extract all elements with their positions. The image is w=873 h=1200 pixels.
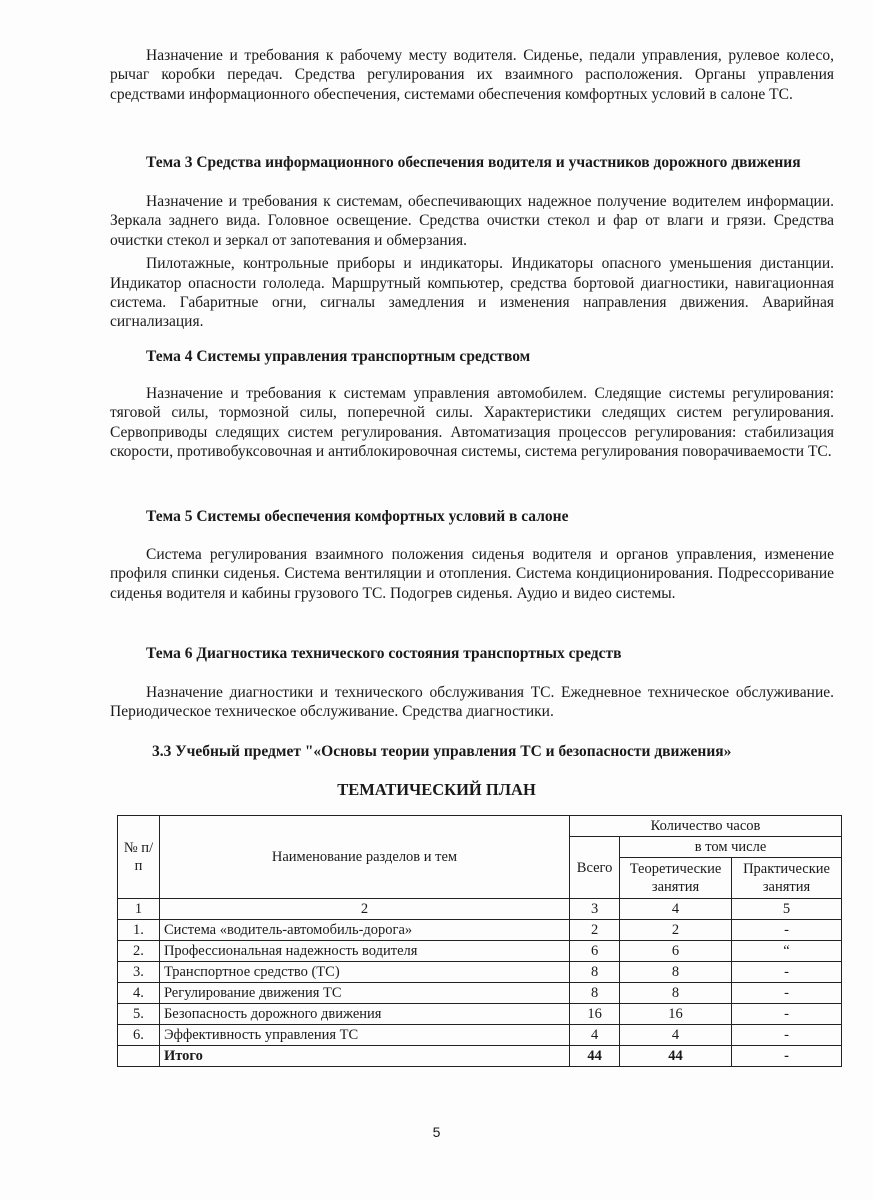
row-practice: -: [732, 983, 842, 1004]
total-num: [118, 1046, 160, 1067]
topic4-body: [110, 384, 834, 462]
topic5-paragraph-1: Система регулирования взаимного положения сиденья водителя и органов управления, изменение профиля спинки сиденья. Система вентиляции и отопления. Система кондиционирования. Подрессоривание сиденья водителя и кабины грузового ТС. Подогрев сиденья. Аудио и видео системы.: [110, 546, 834, 602]
row-theory: 4: [620, 1025, 732, 1046]
row-theory: 8: [620, 962, 732, 983]
header-including: в том числе: [620, 837, 842, 858]
row-practice: -: [732, 1025, 842, 1046]
row-name: Профессиональная надежность водителя: [159, 941, 569, 962]
topic4-heading: Тема 4 Системы управления транспортным средством: [146, 348, 531, 365]
row-total: 8: [570, 983, 620, 1004]
topic6-paragraph-1: Назначение диагностики и технического обслуживания ТС. Ежедневное техническое обслуживание. Периодическое техническое обслуживание. Средства диагностики.: [110, 684, 834, 721]
index-cell: 2: [159, 899, 569, 920]
subject-heading: 3.3 Учебный предмет "«Основы теории управления ТС и безопасности движения»: [152, 743, 732, 760]
header-num: № п/п: [118, 816, 160, 899]
row-name: Эффективность управления ТС: [159, 1025, 569, 1046]
row-name: Безопасность дорожного движения: [159, 1004, 569, 1025]
index-cell: 4: [620, 899, 732, 920]
table-row: [118, 983, 842, 1004]
row-name: Регулирование движения ТС: [159, 983, 569, 1004]
row-practice: -: [732, 920, 842, 941]
table-row: [118, 962, 842, 983]
topic5-heading: Тема 5 Системы обеспечения комфортных условий в салоне: [146, 508, 569, 525]
row-num: 5.: [118, 1004, 160, 1025]
table-index-row: [118, 899, 842, 920]
topic5-body: [110, 545, 834, 603]
topic6-body: [110, 683, 834, 722]
page-number: 5: [432, 1124, 441, 1140]
row-practice: -: [732, 1004, 842, 1025]
row-total: 4: [570, 1025, 620, 1046]
row-practice: “: [732, 941, 842, 962]
total-name: Итого: [159, 1046, 569, 1067]
table-header-row-1: [118, 816, 842, 837]
total-theory: 44: [620, 1046, 732, 1067]
table-row: [118, 1025, 842, 1046]
header-theory: Теоретические занятия: [620, 858, 732, 899]
row-num: 1.: [118, 920, 160, 941]
index-cell: 1: [118, 899, 160, 920]
thematic-plan-table: [117, 815, 842, 1067]
header-practice: Практические занятия: [732, 858, 842, 899]
total-practice: -: [732, 1046, 842, 1067]
row-theory: 8: [620, 983, 732, 1004]
row-total: 2: [570, 920, 620, 941]
row-total: 16: [570, 1004, 620, 1025]
row-name: Система «водитель-автомобиль-дорога»: [159, 920, 569, 941]
topic3-paragraph-1: Назначение и требования к системам, обеспечивающих надежное получение водителем информации. Зеркала заднего вида. Головное освещение. Средства очистки стекол и фар от влаги и грязи. Средства очистки стекол и зеркал от запотевания и обмерзания.: [110, 193, 834, 249]
table-total-row: [118, 1046, 842, 1067]
topic3-paragraph-2: Пилотажные, контрольные приборы и индикаторы. Индикаторы опасного уменьшения дистанции. Индикатор опасности гололеда. Маршрутный компьютер, средства бортовой диагностики, навигационная система. Габаритные огни, сигналы замедления и изменения направления движения. Аварийная сигнализация.: [110, 255, 834, 331]
topic3-body: [110, 192, 834, 332]
row-total: 8: [570, 962, 620, 983]
table-row: [118, 920, 842, 941]
header-hours: Количество часов: [570, 816, 842, 837]
row-num: 6.: [118, 1025, 160, 1046]
table-row: [118, 1004, 842, 1025]
intro-section: [110, 46, 834, 104]
header-total: Всего: [570, 837, 620, 899]
topic3-heading: Тема 3 Средства информационного обеспечения водителя и участников дорожного движения: [146, 154, 801, 171]
row-num: 4.: [118, 983, 160, 1004]
row-practice: -: [732, 962, 842, 983]
row-name: Транспортное средство (ТС): [159, 962, 569, 983]
row-total: 6: [570, 941, 620, 962]
plan-title: ТЕМАТИЧЕСКИЙ ПЛАН: [337, 780, 536, 799]
row-theory: 6: [620, 941, 732, 962]
row-num: 2.: [118, 941, 160, 962]
total-total: 44: [570, 1046, 620, 1067]
topic4-paragraph-1: Назначение и требования к системам управления автомобилем. Следящие системы регулирования: тяговой силы, тормозной силы, поперечной силы. Характеристики следящих систем регулирования. Сервоприводы следящих систем регулирования. Автоматизация процессов регулирования: стабилизация скорости, противобуксовочная и антиблокировочная системы, система регулирования поворачиваемости ТС.: [110, 385, 834, 461]
row-num: 3.: [118, 962, 160, 983]
topic6-heading: Тема 6 Диагностика технического состояния транспортных средств: [146, 645, 622, 662]
index-cell: 3: [570, 899, 620, 920]
header-name: Наименование разделов и тем: [159, 816, 569, 899]
table-row: [118, 941, 842, 962]
row-theory: 2: [620, 920, 732, 941]
index-cell: 5: [732, 899, 842, 920]
intro-paragraph: Назначение и требования к рабочему месту водителя. Сиденье, педали управления, рулевое колесо, рычаг коробки передач. Средства регулирования их взаимного расположения. Органы управления средствами информационного обеспечения, системами обеспечения комфортных условий в салоне ТС.: [110, 47, 834, 103]
row-theory: 16: [620, 1004, 732, 1025]
